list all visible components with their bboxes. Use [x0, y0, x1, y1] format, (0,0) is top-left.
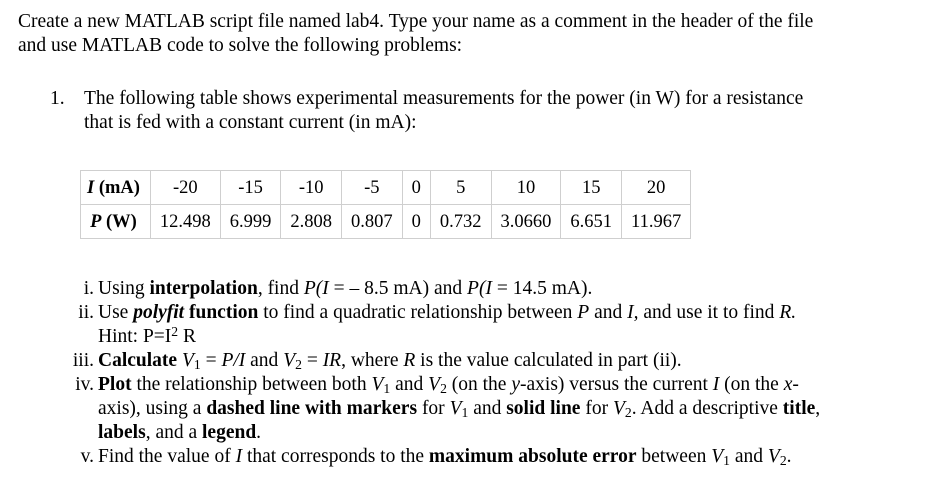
intro-line-1: Create a new MATLAB script file named lab4. Type your name as a comment in the header of the file: [18, 11, 814, 32]
table-cell: 6.651: [561, 205, 622, 239]
question-number: 1.: [50, 88, 65, 109]
table-cell: 2.808: [281, 205, 342, 239]
table-cell: 0: [402, 205, 430, 239]
table-cell: 15: [561, 171, 622, 205]
measurement-table: [80, 170, 691, 239]
table-cell: 0: [402, 171, 430, 205]
list-marker: i.: [83, 278, 94, 299]
table-cell: -20: [150, 171, 220, 205]
hint: Hint: $P=I^2$ R: [98, 324, 197, 347]
table-cell: 0.807: [342, 205, 403, 239]
table-cell: 0.732: [430, 205, 491, 239]
table-cell: 5: [430, 171, 491, 205]
table-cell: 3.0660: [491, 205, 561, 239]
intro-paragraph: [18, 10, 938, 58]
question-text: [84, 87, 924, 135]
list-marker: iv.: [75, 374, 94, 395]
table-row-power: [81, 205, 691, 239]
sub-question-v: v. Find the value of I that corresponds to the maximum absolute error between $V_1$ and $V_2$.: [50, 445, 880, 469]
table-cell: 6.999: [220, 205, 281, 239]
intro-line-2: and use MATLAB code to solve the following problems:: [18, 35, 463, 56]
table-cell: -15: [220, 171, 281, 205]
sub-question-list: [50, 277, 880, 469]
row-header-current: I (mA): [81, 171, 151, 205]
table-cell: 11.967: [622, 205, 691, 239]
question-line-1: The following table shows experimental measurements for the power (in W) for a resistance: [84, 88, 804, 109]
list-marker: iii.: [72, 350, 94, 371]
sub-question-i: i. Using interpolation, find P(I = – 8.5 mA) and P(I = 14.5 mA).: [50, 277, 880, 301]
table-cell: -10: [281, 171, 342, 205]
row-header-power: P (W): [81, 205, 151, 239]
table-cell: 10: [491, 171, 561, 205]
sub-question-iv: iv. Plot the relationship between both $V_1$ and $V_2$ (on the y-axis) versus the current I (on the x- axis), using a dashed line with markers for $V_1$ and solid line for $V_2$. Add a descriptive title, labels, and a legend.: [50, 373, 880, 445]
table-cell: 20: [622, 171, 691, 205]
sub-question-ii: ii. Use polyfit function to find a quadratic relationship between P and I, and use it to find R. Hint: $P=I^2$ R: [50, 301, 880, 349]
question-line-2: that is fed with a constant current (in mA):: [84, 112, 417, 133]
list-marker: ii.: [78, 302, 94, 323]
sub-question-iii: iii. Calculate $V_1 = P/I$ and $V_2$ = IR, where R is the value calculated in part (ii).: [50, 349, 880, 373]
table-row-current: [81, 171, 691, 205]
list-marker: v.: [80, 446, 94, 467]
table-cell: -5: [342, 171, 403, 205]
table-cell: 12.498: [150, 205, 220, 239]
